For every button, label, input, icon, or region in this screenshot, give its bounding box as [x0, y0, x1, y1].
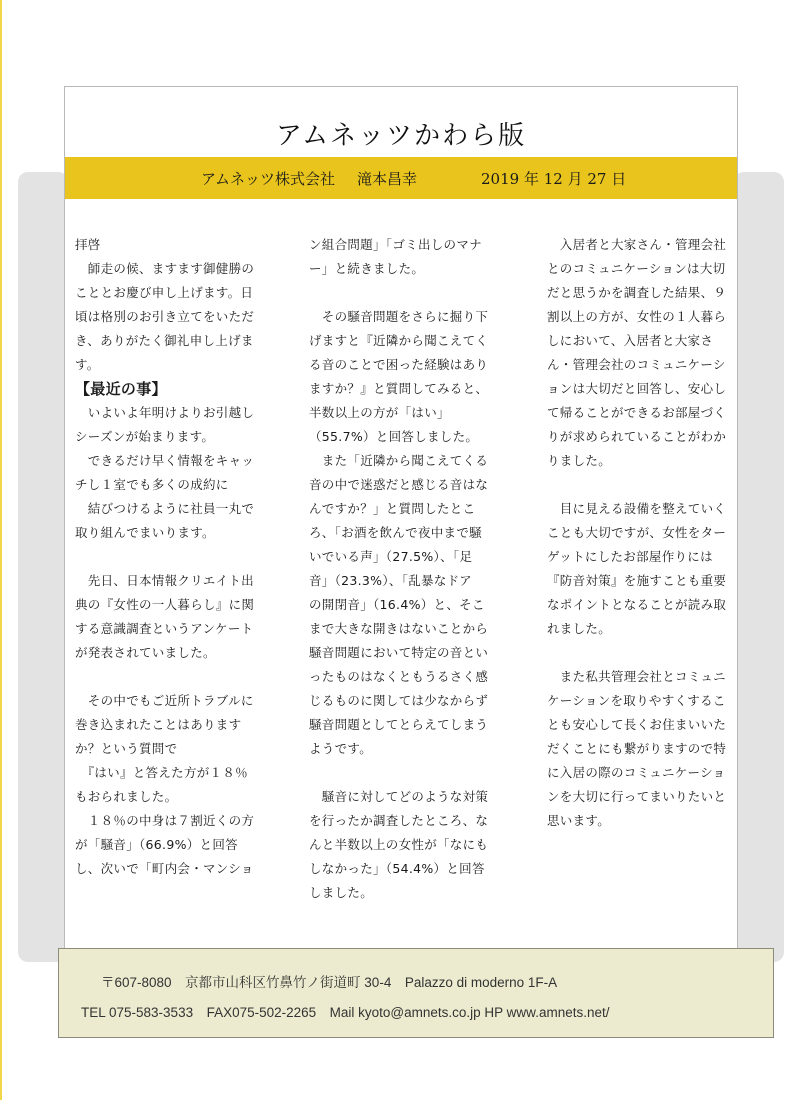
- article-column-3: [547, 233, 726, 833]
- text-line: 巻き込まれたことはあります: [75, 717, 242, 732]
- text-line: いでいる声」（27.5%）、「足: [309, 549, 473, 564]
- text-line: 入居者と大家さん・管理会社: [547, 237, 727, 252]
- text-line: ようです。: [309, 741, 373, 756]
- paragraph-break: [309, 761, 488, 785]
- text-line: その中でもご近所トラブルに: [75, 693, 254, 708]
- text-line: まで大きな開きはないことから: [309, 621, 489, 636]
- text-line: に入居の際のコミュニケーショ: [547, 765, 726, 780]
- paragraph-break: [75, 665, 254, 689]
- text-line: その騒音問題をさらに掘り下: [309, 309, 489, 324]
- text-line: ますか？』と質問してみると、: [309, 381, 489, 396]
- text-line: いよいよ年明けよりお引越し: [75, 405, 255, 420]
- text-line: しにおいて、入居者と大家さ: [547, 333, 714, 348]
- text-line: ゲットにしたお部屋作りには: [547, 549, 713, 564]
- issue-date: 2019 年 12 月 27 日: [481, 170, 627, 188]
- text-line: か？という質問で: [75, 741, 178, 756]
- paragraph-break: [547, 473, 726, 497]
- company-name: アムネッツ株式会社: [201, 170, 335, 188]
- text-line: なポイントとなることが読み取: [547, 597, 727, 612]
- contact-footer: [58, 948, 774, 1038]
- text-line: しました。: [309, 885, 374, 900]
- text-line: 半数以上の方が「はい」: [309, 405, 450, 420]
- newsletter-page: [64, 86, 738, 950]
- text-line: が「騒音」（66.9%）と回答: [75, 837, 238, 852]
- text-line: しなかった」（54.4%）と回答: [309, 861, 485, 876]
- text-line: チし１室でも多くの成約に: [75, 477, 229, 492]
- text-line: 割以上の方が、女性の１人暮ら: [547, 309, 727, 324]
- newsletter-title: アムネッツかわら版: [275, 121, 527, 151]
- text-line: 先日、日本情報クリエイト出: [75, 573, 254, 588]
- header-bar: [65, 157, 737, 199]
- text-line: また私共管理会社とコミュニ: [547, 669, 726, 684]
- text-line: ン組合問題」「ゴミ出しのマナ: [309, 237, 482, 252]
- text-line: る音のことで困った経験はあり: [309, 357, 489, 372]
- text-line: りが求められていることがわか: [547, 429, 727, 444]
- text-line: 騒音問題において特定の音とい: [309, 645, 489, 660]
- text-line: 騒音問題としてとらえてしまう: [309, 717, 489, 732]
- text-line: 思います。: [547, 813, 611, 828]
- text-line: んですか？」と質問したとこ: [309, 501, 476, 516]
- text-line: が発表されていました。: [75, 645, 216, 660]
- footer-address: 〒607-8080 京都市山科区竹鼻竹ノ街道町 30-4 Palazzo di moderno 1F-A: [101, 975, 558, 990]
- text-line: 『防音対策』を施すことも重要: [547, 573, 727, 588]
- text-line: の開閉音」（16.4%）と、そこ: [309, 597, 485, 612]
- text-line: また「近隣から聞こえてくる: [309, 453, 489, 468]
- text-line: ケーションを取りやすくするこ: [547, 693, 726, 708]
- text-line: 音」（23.3%）、「乱暴なドア: [309, 573, 472, 588]
- text-line: できるだけ早く情報をキャッ: [75, 453, 255, 468]
- text-line: ことも大切ですが、女性をター: [547, 525, 727, 540]
- text-line: 『はい』と答えた方が１８％: [75, 765, 248, 780]
- text-line: ったものはなくともうるさく感: [309, 669, 489, 684]
- background-band-left: [18, 172, 68, 962]
- paragraph-break: [75, 545, 254, 569]
- text-line: １８％の中身は７割近くの方: [75, 813, 255, 828]
- text-line: し、次いで「町内会・マンショ: [75, 861, 254, 876]
- text-line: じるものに関しては少なからず: [309, 693, 489, 708]
- article-column-2: [309, 233, 488, 905]
- text-line: （55.7%）と回答しました。: [309, 429, 479, 444]
- article-column-1: [75, 233, 254, 881]
- text-line: だくことにも繋がりますので特: [547, 741, 727, 756]
- text-line: 典の『女性の一人暮らし』に関: [75, 597, 255, 612]
- author-name: 滝本昌幸: [357, 170, 418, 188]
- background-band-right: [734, 172, 784, 962]
- text-line: き、ありがたく御礼申し上げま: [75, 333, 254, 348]
- text-line: とも安心して長くお住まいいた: [547, 717, 727, 732]
- paragraph-break: [309, 281, 488, 305]
- left-margin-rule: [0, 0, 2, 1100]
- text-line: こととお慶び申し上げます。日: [75, 285, 254, 300]
- text-line: ー」と続きました。: [309, 261, 425, 276]
- text-line: 騒音に対してどのような対策: [309, 789, 489, 804]
- text-line: ョンは大切だと回答し、安心し: [547, 381, 727, 396]
- text-line: 結びつけるように社員一丸で: [75, 501, 255, 516]
- text-line: 取り組んでまいります。: [75, 525, 215, 540]
- text-line: シーズンが始まります。: [75, 429, 215, 444]
- text-line: す。: [75, 357, 100, 372]
- text-line: ろ、「お酒を飲んで夜中まで騒: [309, 525, 482, 540]
- text-line: 音の中で迷惑だと感じる音はな: [309, 477, 489, 492]
- text-line: 拝啓: [75, 237, 101, 252]
- text-line: 頃は格別のお引き立てをいただ: [75, 309, 255, 324]
- paragraph-break: [547, 641, 726, 665]
- text-line: ンを大切に行ってまいりたいと: [547, 789, 727, 804]
- text-line: ん・管理会社のコミュニケーシ: [547, 357, 726, 372]
- text-line: だと思うかを調査した結果、９: [547, 285, 727, 300]
- text-line: れました。: [547, 621, 612, 636]
- footer-contact: TEL 075-583-3533 FAX075-502-2265 Mail kyoto@amnets.co.jp HP www.amnets.net/: [81, 1005, 610, 1020]
- text-line: て帰ることができるお部屋づく: [547, 405, 727, 420]
- text-line: りました。: [547, 453, 612, 468]
- text-line: げますと『近隣から聞こえてく: [309, 333, 489, 348]
- text-line: んと半数以上の女性が「なにも: [309, 837, 489, 852]
- text-line: 目に見える設備を整えていく: [547, 501, 727, 516]
- text-line: 師走の候、ますます御健勝の: [75, 261, 255, 276]
- text-line: する意識調査というアンケート: [75, 621, 254, 636]
- text-line: とのコミュニケーションは大切: [547, 261, 726, 276]
- text-line: を行ったか調査したところ、な: [309, 813, 489, 828]
- section-heading: 【最近の事】: [75, 380, 167, 398]
- text-line: もおられました。: [75, 789, 178, 804]
